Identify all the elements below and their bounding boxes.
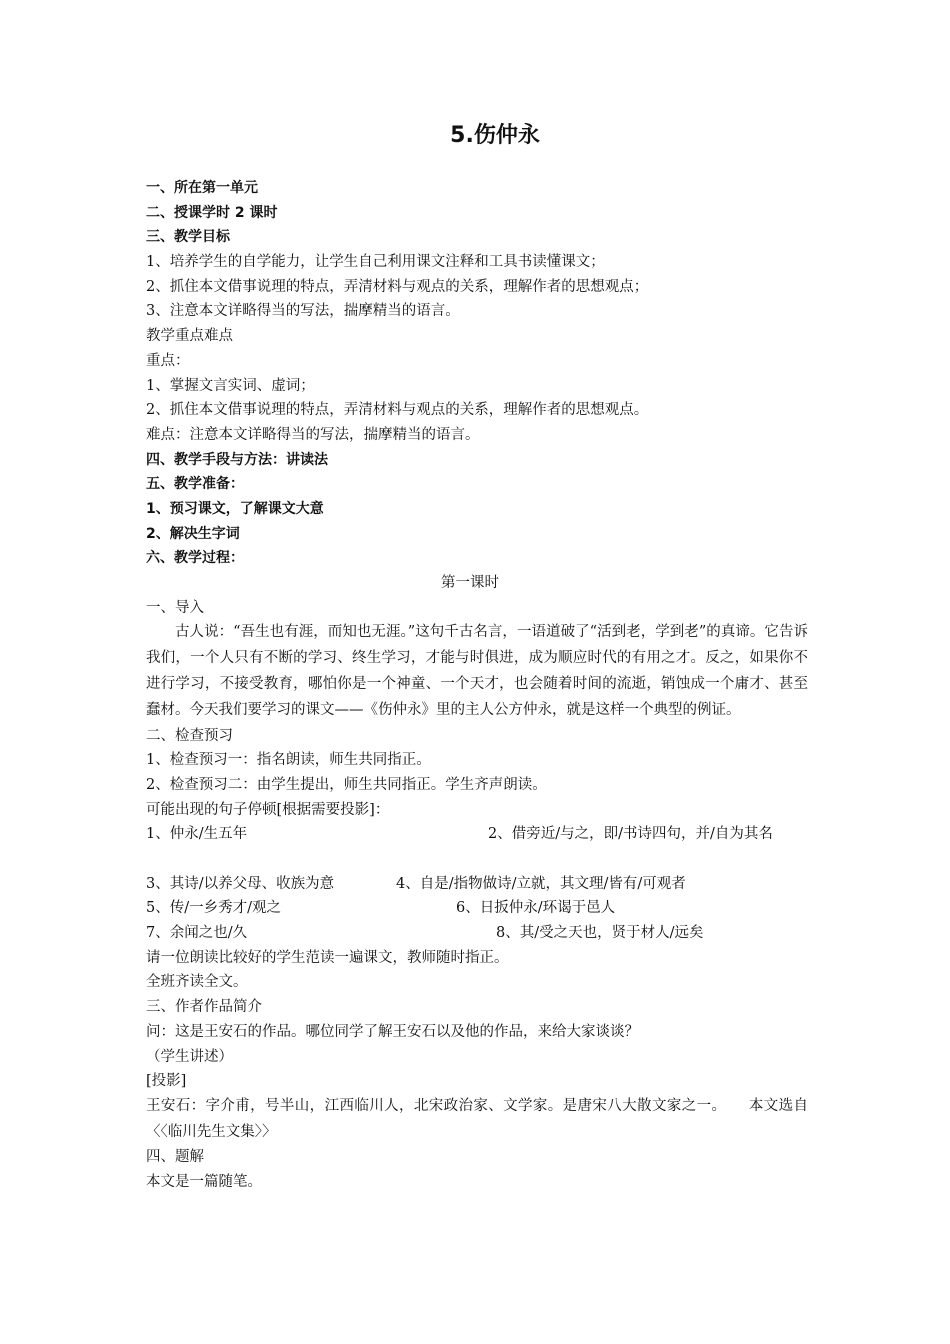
pause-row <box>146 872 808 897</box>
check-item: 2、检查预习二：由学生提出，师生共同指正。学生齐声朗读。 <box>146 776 547 793</box>
difficulty-line: 难点：注意本文详略得当的写法，揣摩精当的语言。 <box>146 426 480 443</box>
document-body <box>146 176 808 1195</box>
pause-item: 7、余闻之也/久 <box>146 925 248 942</box>
intro-paragraph: 古人说：“吾生也有涯，而知也无涯。”这句千古名言，一语道破了“活到老，学到老”的真谛。它告诉我们，一个人只有不断的学习、终生学习，才能与时俱进，成为顺应时代的有用之才。反之，如果你不进行学习，不接受教育，哪怕你是一个神童、一个天才，也会随着时间的流逝，销蚀成一个庸才、甚至蠢材。今天我们要学习的课文——《伤仲永》里的主人公方仲永，就是这样一个典型的例证。 <box>146 624 808 718</box>
prep-heading: 五、教学准备： <box>146 476 244 493</box>
unit-line: 一、所在第一单元 <box>146 180 258 196</box>
class-reading-line: 全班齐读全文。 <box>146 974 248 991</box>
goal-item: 3、注意本文详略得当的写法，揣摩精当的语言。 <box>146 303 460 320</box>
goal-item: 2、抓住本文借事说理的特点，弄清材料与观点的关系，理解作者的思想观点； <box>146 278 649 295</box>
goals-heading: 三、教学目标 <box>146 229 230 246</box>
prep-item: 1、预习课文，了解课文大意 <box>146 500 324 517</box>
pause-item: 8、其/受之天也，贤于材人/远矣 <box>496 925 704 942</box>
projection-note: [投影] <box>146 1073 187 1090</box>
hours-line: 二、授课学时 2 课时 <box>146 204 278 221</box>
pause-item: 1、仲永/生五年 <box>146 826 248 843</box>
pause-row <box>146 822 808 847</box>
intro-heading: 一、导入 <box>146 599 204 616</box>
document-title: 5.伤仲永 <box>450 123 540 148</box>
method-line: 四、教学手段与方法：讲读法 <box>146 451 328 468</box>
pauses-intro: 可能出现的句子停顿[根据需要投影]： <box>146 801 390 818</box>
pause-item: 5、传/一乡秀才/观之 <box>146 900 281 917</box>
blank-line <box>146 847 808 872</box>
author-paragraph: 王安石：字介甫，号半山，江西临川人，北宋政治家、文学家。是唐宋八大散文家之一。 本文选自〈〈临川先生文集〉〉 <box>146 1097 808 1140</box>
pause-item: 6、日扳仲永/环谒于邑人 <box>456 900 616 917</box>
pause-row <box>146 921 808 946</box>
author-heading: 三、作者作品简介 <box>146 999 262 1016</box>
pause-row <box>146 896 808 921</box>
pause-item: 2、借旁近/与之，即/书诗四句，并/自为其名 <box>488 826 773 843</box>
key-point-item: 2、抓住本文借事说理的特点，弄清材料与观点的关系，理解作者的思想观点。 <box>146 402 649 419</box>
check-heading: 二、检查预习 <box>146 727 233 744</box>
pause-item: 4、自是/指物做诗/立就，其文理/皆有/可观者 <box>396 875 686 892</box>
title-explain-text: 本文是一篇随笔。 <box>146 1174 262 1191</box>
author-question: 问：这是王安石的作品。哪位同学了解王安石以及他的作品，来给大家谈谈？ <box>146 1023 639 1040</box>
session-heading: 第一课时 <box>441 575 499 591</box>
check-item: 1、检查预习一：指名朗读，师生共同指正。 <box>146 752 431 769</box>
key-difficulty-heading: 教学重点难点 <box>146 328 233 345</box>
model-reading-line: 请一位朗读比较好的学生范读一遍课文，教师随时指正。 <box>146 949 509 966</box>
key-point-item: 1、掌握文言实词、虚词； <box>146 377 315 394</box>
process-heading: 六、教学过程： <box>146 550 244 567</box>
prep-item: 2、解决生字词 <box>146 525 240 542</box>
key-points-label: 重点： <box>146 352 190 369</box>
student-talk-note: （学生讲述） <box>146 1048 233 1065</box>
pause-item: 3、其诗/以养父母、收族为意 <box>146 875 335 892</box>
goal-item: 1、培养学生的自学能力，让学生自己利用课文注释和工具书读懂课文； <box>146 254 605 271</box>
title-explain-heading: 四、题解 <box>146 1149 204 1166</box>
